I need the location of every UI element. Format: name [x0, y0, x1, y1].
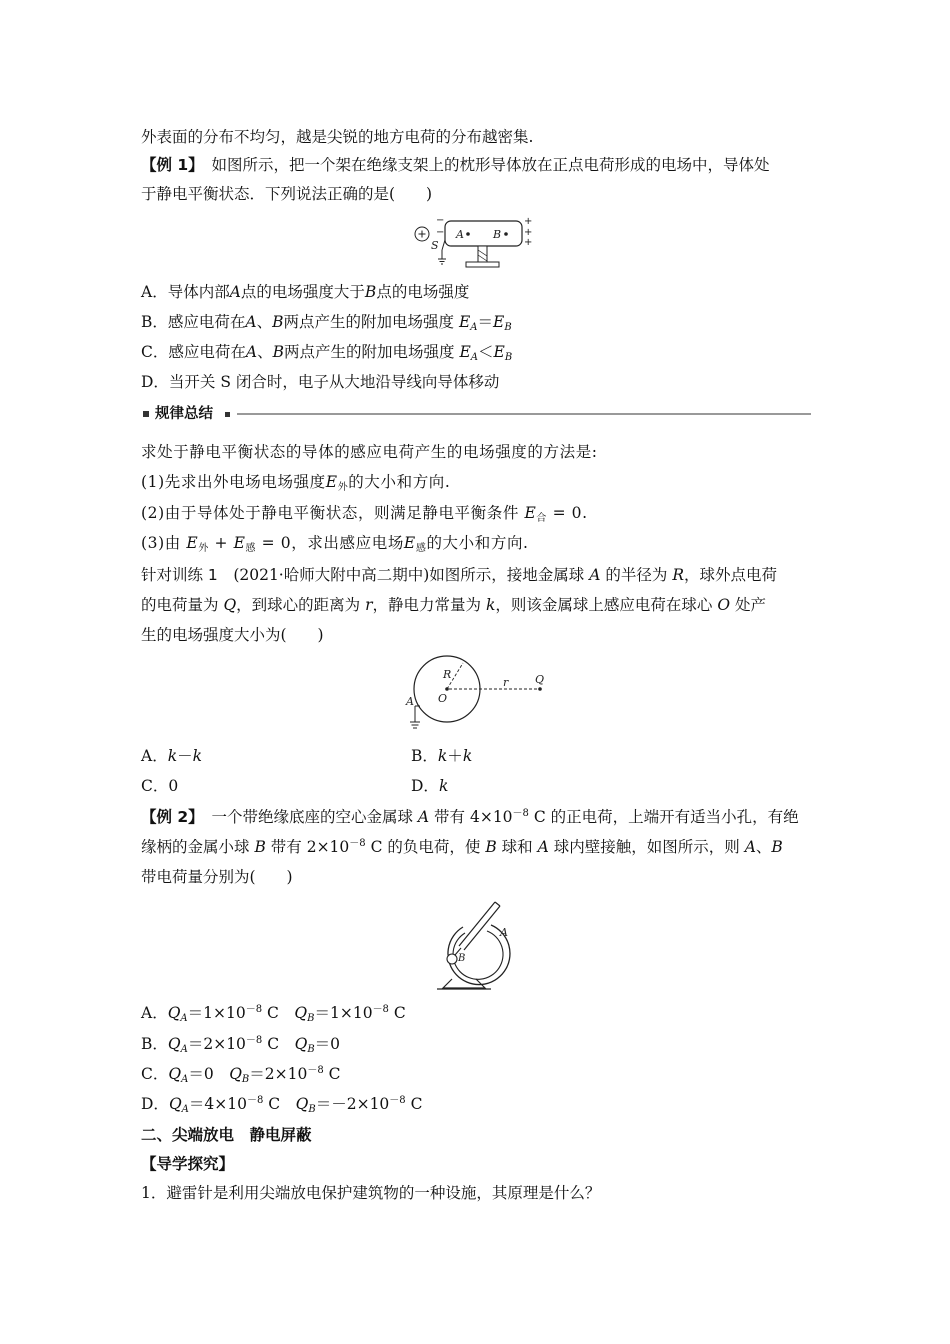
svg-text:−: −	[436, 227, 445, 238]
rule-line2: (1)先求出外电场电场强度$E_外$的大小和方向.	[141, 473, 451, 493]
sphere-a-label: A	[406, 695, 414, 708]
example2-line3: 带电荷量分别为( )	[141, 868, 293, 886]
insulating-handle	[459, 902, 495, 946]
charge-q-label: Q	[535, 673, 545, 686]
svg-text:+: +	[524, 216, 533, 227]
svg-text:+: +	[524, 227, 533, 238]
example2-option-b: B．$Q_A=2\times 10^{-8}$ C $Q_B=0$	[141, 1035, 341, 1055]
section2-subtitle: 【导学探究】	[141, 1155, 235, 1173]
point-a-label: A	[456, 228, 464, 241]
section2-title: 二、尖端放电 静电屏蔽	[141, 1126, 312, 1144]
example1-option-c: C．感应电荷在A、B两点产生的附加电场强度 $E_A<E_B$	[141, 343, 513, 363]
training1-line2: 的电荷量为 Q，到球心的距离为 r，静电力常量为 k，则该金属球上感应电荷在球心 O 处产	[141, 596, 767, 614]
example1-tag: 【例 1】	[141, 156, 196, 174]
distance-r-label: r	[503, 676, 509, 689]
svg-text:+: +	[524, 237, 533, 248]
training1-option-c: C．0	[141, 777, 179, 795]
point-b-label: B	[493, 228, 502, 241]
example1-option-a: A．导体内部A点的电场强度大于B点的电场强度	[141, 283, 470, 301]
example2-line2: 缘柄的金属小球 B 带有 $2\times 10^{-8}$ C 的负电荷，使 B 球和 A 球内壁接触，如图所示，则 A、B	[141, 838, 783, 856]
example2-option-c: C．$Q_A=0$ $Q_B=2\times 10^{-8}$ C	[141, 1065, 341, 1085]
example1-option-d: D．当开关 S 闭合时，电子从大地沿导线向导体移动	[141, 373, 500, 391]
grounded-sphere-figure	[400, 654, 555, 736]
example2-line1: 【例 2】 一个带绝缘底座的空心金属球 A 带有 $4\times 10^{-8}$ C 的正电荷，上端开有适当小孔，有绝	[141, 808, 799, 826]
example2-option-a: A．$Q_A=1\times 10^{-8}$ C $Q_B=1\times 10^{-8}$ C	[141, 1004, 406, 1024]
ball-b-label: B	[458, 953, 466, 964]
example2-tag: 【例 2】	[141, 808, 196, 826]
rule-line1: 求处于静电平衡状态的导体的感应电荷产生的电场强度的方法是:	[141, 443, 598, 461]
rule-summary-title: 规律总结	[155, 406, 213, 422]
section2-question1: 1．避雷针是利用尖端放电保护建筑物的一种设施，其原理是什么？	[141, 1184, 601, 1202]
switch-s-label: S	[431, 239, 439, 252]
training1-option-d: D．k	[411, 777, 449, 795]
divider	[237, 413, 811, 415]
pillow-conductor-figure	[405, 212, 550, 274]
hollow-sphere-figure	[425, 895, 515, 995]
rule-line3: (2)由于导体处于静电平衡状态，则满足静电平衡条件 $E_合 = 0$.	[141, 504, 588, 524]
training1-option-a: A．k－k	[141, 747, 203, 765]
example1-text1: 如图所示，把一个架在绝缘支架上的枕形导体放在正点电荷形成的电场中，导体处	[211, 156, 770, 174]
example1-line1	[141, 155, 769, 175]
radius-label: R	[443, 668, 452, 681]
svg-text:−: −	[436, 215, 445, 226]
point-charge-q	[538, 687, 542, 691]
square-bullet-icon	[225, 412, 230, 417]
sphere-a-label: A	[500, 926, 508, 939]
intro-line: 外表面的分布不均匀，越是尖锐的地方电荷的分布越密集.	[141, 128, 534, 146]
square-bullet-icon	[143, 411, 149, 417]
switch-icon	[442, 240, 445, 250]
example2-option-d: D．$Q_A=4\times 10^{-8}$ C $Q_B=-2\times 10^{-8}$ C	[141, 1095, 423, 1115]
small-ball-b	[447, 954, 457, 964]
example1-option-b: B．感应电荷在A、B两点产生的附加电场强度 $E_A=E_B$	[141, 313, 512, 333]
training1-option-b: B．k＋k	[411, 747, 473, 765]
training1-line3: 生的电场强度大小为( )	[141, 626, 324, 644]
rule-summary-header	[141, 404, 811, 424]
center-o-label: O	[438, 692, 448, 705]
training1-line1: 针对训练 1 (2021·哈师大附中高二期中)如图所示，接地金属球 A 的半径为 R，球外点电荷	[141, 566, 778, 584]
rule-line4: (3)由 $E_外 + E_感 = 0$，求出感应电场$E_感$的大小和方向.	[141, 534, 529, 554]
example1-line2: 于静电平衡状态．下列说法正确的是( )	[141, 185, 433, 203]
training1-tag: 针对训练 1	[141, 566, 218, 584]
